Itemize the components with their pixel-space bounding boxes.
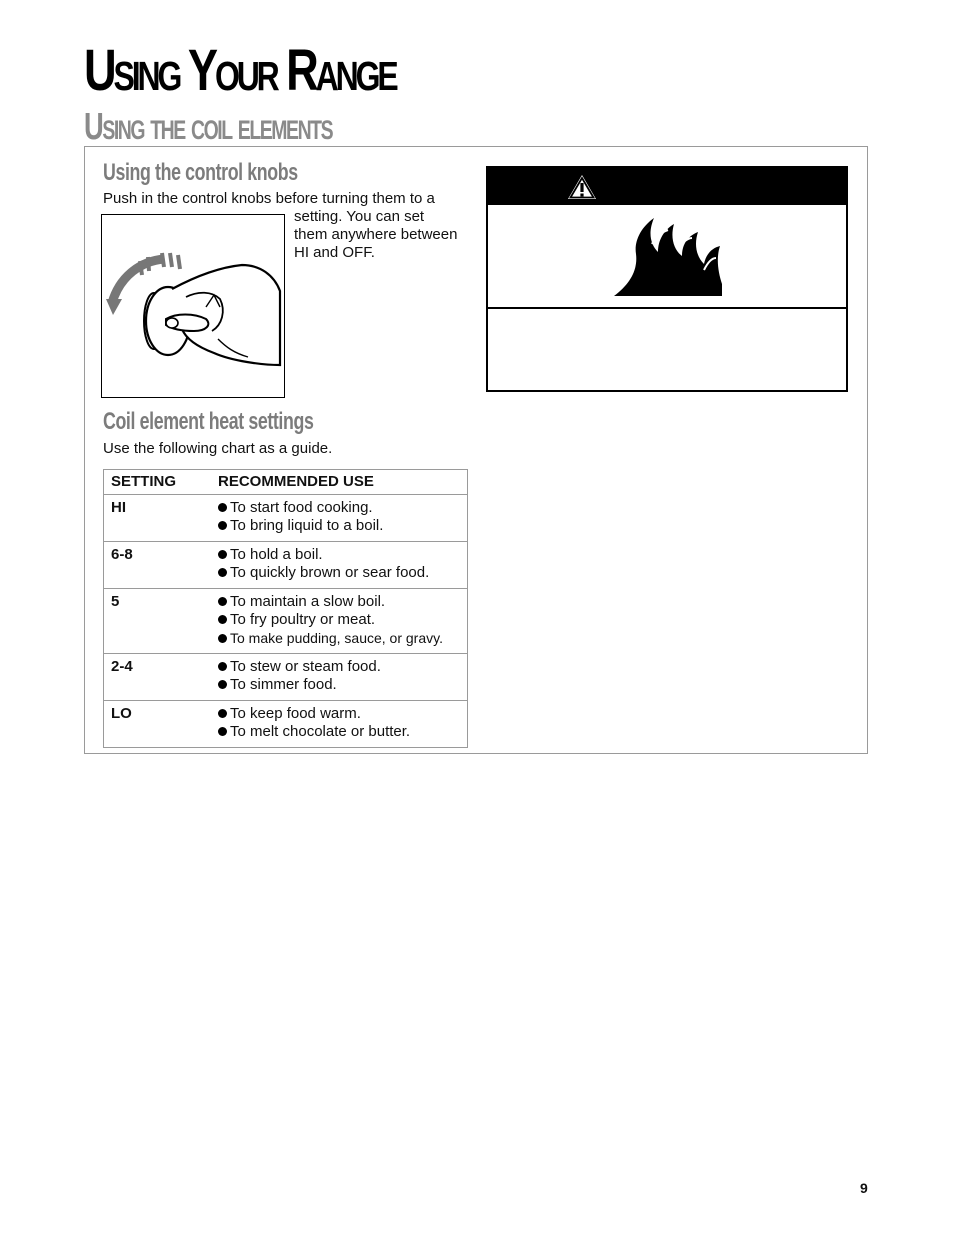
use-item: To keep food warm.	[230, 705, 361, 722]
control-knobs-text-line2: setting. You can set	[294, 208, 425, 225]
bullet-icon	[218, 727, 227, 736]
use-cell	[211, 701, 468, 748]
bullet-icon	[218, 503, 227, 512]
bullet-icon	[218, 550, 227, 559]
page-title: Using Your Range	[84, 38, 396, 103]
use-item: To make pudding, sauce, or gravy.	[230, 630, 443, 646]
warning-triangle-icon	[567, 174, 597, 200]
section-title: Using the coil elements	[84, 106, 333, 148]
page-number: 9	[860, 1180, 868, 1196]
setting-cell: 5	[104, 589, 212, 654]
use-cell	[211, 589, 468, 654]
bullet-icon	[218, 709, 227, 718]
flame-icon	[612, 214, 724, 298]
control-knobs-text-line4: HI and OFF.	[294, 244, 375, 261]
use-item: To quickly brown or sear food.	[230, 564, 430, 581]
use-item: To hold a boil.	[230, 546, 323, 563]
setting-cell: 6-8	[104, 542, 212, 589]
warning-divider	[488, 307, 846, 309]
use-item: To simmer food.	[230, 676, 337, 693]
use-cell	[211, 654, 468, 701]
warning-box	[486, 166, 848, 392]
hand-turning-knob-icon	[102, 215, 283, 396]
table-header-row	[104, 470, 468, 495]
use-item: To stew or steam food.	[230, 658, 381, 675]
bullet-icon	[218, 568, 227, 577]
bullet-icon	[218, 634, 227, 643]
table-row	[104, 701, 468, 748]
control-knobs-text-line1: Push in the control knobs before turning them to a	[103, 190, 435, 207]
use-cell	[211, 495, 468, 542]
table-row	[104, 654, 468, 701]
setting-cell: 2-4	[104, 654, 212, 701]
heat-settings-intro: Use the following chart as a guide.	[103, 440, 333, 457]
column-header-setting: SETTING	[104, 470, 212, 495]
use-item: To fry poultry or meat.	[230, 611, 376, 628]
use-item: To maintain a slow boil.	[230, 593, 386, 610]
heat-settings-table	[103, 469, 468, 748]
warning-header-bar	[488, 168, 846, 205]
control-knobs-heading: Using the control knobs	[103, 159, 298, 186]
knob-illustration	[101, 214, 285, 398]
column-header-recommended-use: RECOMMENDED USE	[211, 470, 468, 495]
bullet-icon	[218, 615, 227, 624]
use-item: To melt chocolate or butter.	[230, 723, 411, 740]
use-item: To bring liquid to a boil.	[230, 517, 384, 534]
table-row	[104, 495, 468, 542]
control-knobs-text-line3: them anywhere between	[294, 226, 458, 243]
bullet-icon	[218, 521, 227, 530]
heat-settings-heading: Coil element heat settings	[103, 408, 314, 435]
table-row	[104, 542, 468, 589]
use-cell	[211, 542, 468, 589]
use-item: To start food cooking.	[230, 499, 373, 516]
bullet-icon	[218, 680, 227, 689]
bullet-icon	[218, 662, 227, 671]
setting-cell: HI	[104, 495, 212, 542]
setting-cell: LO	[104, 701, 212, 748]
table-row	[104, 589, 468, 654]
bullet-icon	[218, 597, 227, 606]
